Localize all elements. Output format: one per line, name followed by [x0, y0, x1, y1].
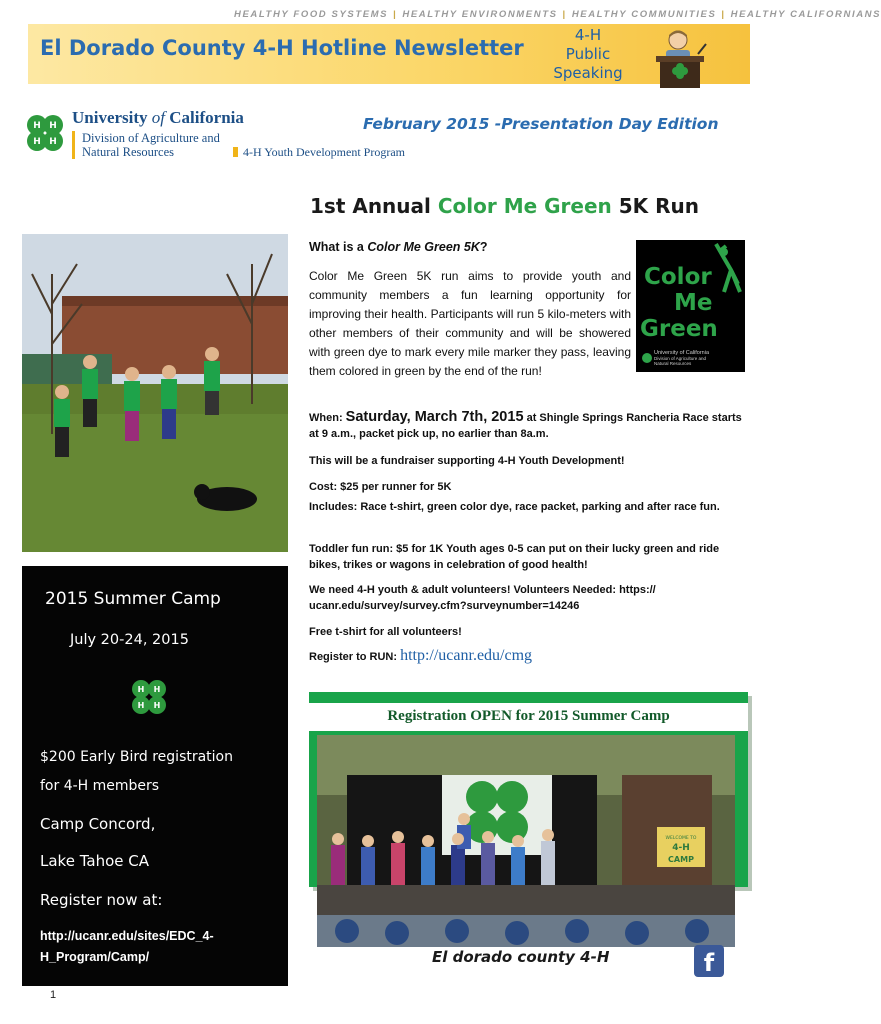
toddler-note: Toddler fun run: $5 for 1K Youth ages 0-5 can put on their lucky green and ride bikes, trikes or wagons in celebration of good health! — [309, 543, 720, 571]
when-details — [309, 409, 745, 442]
when-label: When: — [309, 412, 343, 424]
podium-speaker-icon — [646, 26, 726, 88]
when-rest: at Shingle Springs Rancheria Race starts at 9 a.m., packet pick up, no earlier than 8a.m. — [309, 412, 742, 440]
tagline-separator: | — [562, 9, 567, 20]
what-is-heading — [309, 240, 488, 254]
svg-text:H: H — [49, 137, 57, 147]
camp-location: Camp Concord, — [40, 815, 156, 833]
facebook-icon[interactable]: f — [694, 945, 724, 977]
color-me-green-logo — [636, 240, 745, 372]
uc-division-line: Natural Resources — [82, 145, 174, 159]
cmg-logo-div: Division of Agriculture and — [654, 356, 707, 361]
tagline-item: HEALTHY COMMUNITIES — [571, 9, 717, 20]
run-title-part: Color Me Green — [437, 194, 612, 218]
newsletter-title: El Dorado County 4-H Hotline Newsletter — [40, 36, 524, 60]
camp-early-bird: $200 Early Bird registration — [40, 749, 233, 765]
what-is-part: What is a — [309, 240, 364, 254]
cmg-logo-div: Natural Resources — [654, 361, 692, 366]
run-description: Color Me Green 5K run aims to provide youth and community members a fun learning opportunity for improving their health. Participants will run 5 kilo-meters with other members of their community and will be showered with green dye to mark every mile marker they pass, leaving them colored in green by the end of the run! — [309, 269, 631, 378]
edition-label: February 2015 -Presentation Day Edition — [363, 115, 719, 133]
youth-development-program: 4-H Youth Development Program — [233, 145, 405, 160]
camp-sign-line: 4-H — [672, 843, 690, 853]
register-link[interactable]: http://ucanr.edu/cmg — [400, 647, 533, 664]
page-number: 1 — [50, 989, 57, 1001]
camp-sign-line: CAMP — [668, 855, 694, 864]
svg-text:H: H — [49, 121, 57, 131]
camp-location: Lake Tahoe CA — [40, 852, 149, 870]
uc-division-line: Division of Agriculture and — [82, 131, 220, 145]
camp-heading: 2015 Summer Camp — [45, 589, 221, 609]
register-run — [309, 648, 745, 665]
svg-text:H: H — [153, 685, 161, 694]
tagline-item: HEALTHY CALIFORNIANS — [730, 9, 881, 20]
run-title-part: 5K Run — [618, 194, 700, 218]
cmg-logo-line: Me — [674, 290, 713, 316]
speaking-line: Speaking — [553, 64, 623, 82]
speaking-line: 4-H — [574, 26, 602, 44]
uc-division — [72, 131, 220, 159]
camp-url-line[interactable]: H_Program/Camp/ — [40, 950, 150, 964]
cmg-logo-line: Color — [644, 264, 712, 290]
speaking-line: Public — [565, 45, 611, 63]
cmg-logo-uc: University of California — [654, 350, 710, 356]
camp-early-bird: for 4-H members — [40, 778, 160, 794]
tagline — [234, 9, 881, 20]
registration-heading: Registration OPEN for 2015 Summer Camp — [309, 703, 748, 731]
cmg-logo-line: Green — [640, 316, 718, 342]
uc-name-part: of — [151, 108, 166, 127]
tagline-item: HEALTHY ENVIRONMENTS — [402, 9, 558, 20]
tagline-item: HEALTHY FOOD SYSTEMS — [234, 9, 389, 20]
uc-name-part: California — [169, 108, 244, 127]
camp-register: Register now at: — [40, 891, 163, 909]
camp-sign-line: WELCOME TO — [665, 836, 697, 841]
svg-text:H: H — [153, 701, 161, 710]
camp-url[interactable] — [40, 926, 214, 968]
free-shirt-note: Free t-shirt for all volunteers! — [309, 626, 462, 638]
camp-dates: July 20-24, 2015 — [70, 632, 189, 648]
jumping-girls-photo — [22, 234, 288, 552]
svg-text:H: H — [33, 121, 41, 131]
what-is-part: ? — [479, 240, 488, 254]
fundraiser-note: This will be a fundraiser supporting 4-H Youth Development! — [309, 455, 625, 467]
uc-name-part: University — [72, 108, 148, 127]
summer-camp-panel — [22, 566, 288, 986]
what-is-part: Color Me Green 5K — [367, 240, 480, 254]
public-speaking-label — [536, 24, 640, 86]
county-footer: El dorado county 4-H — [432, 948, 610, 966]
tagline-separator: | — [721, 9, 726, 20]
includes-note: Includes: Race t-shirt, green color dye, race packet, parking and after race fun. — [309, 501, 720, 513]
tagline-separator: | — [393, 9, 398, 20]
uc-name — [72, 108, 244, 128]
register-label: Register to RUN: — [309, 651, 398, 663]
4h-clover-logo-icon — [22, 110, 68, 156]
cost-note: Cost: $25 per runner for 5K — [309, 481, 452, 493]
run-title-part: 1st Annual — [310, 194, 431, 218]
camp-stage-photo — [317, 735, 735, 947]
camp-url-line[interactable]: http://ucanr.edu/sites/EDC_4- — [40, 929, 214, 943]
volunteers-note: We need 4-H youth & adult volunteers! Volunteers Needed: https:// ucanr.edu/survey/survey.cfm?surveynumber=14246 — [309, 584, 656, 612]
run-title — [310, 194, 699, 218]
svg-text:H: H — [137, 685, 145, 694]
4h-clover-icon — [128, 676, 170, 718]
when-date: Saturday, March 7th, 2015 — [345, 409, 524, 425]
svg-text:H: H — [33, 137, 41, 147]
svg-text:H: H — [137, 701, 145, 710]
